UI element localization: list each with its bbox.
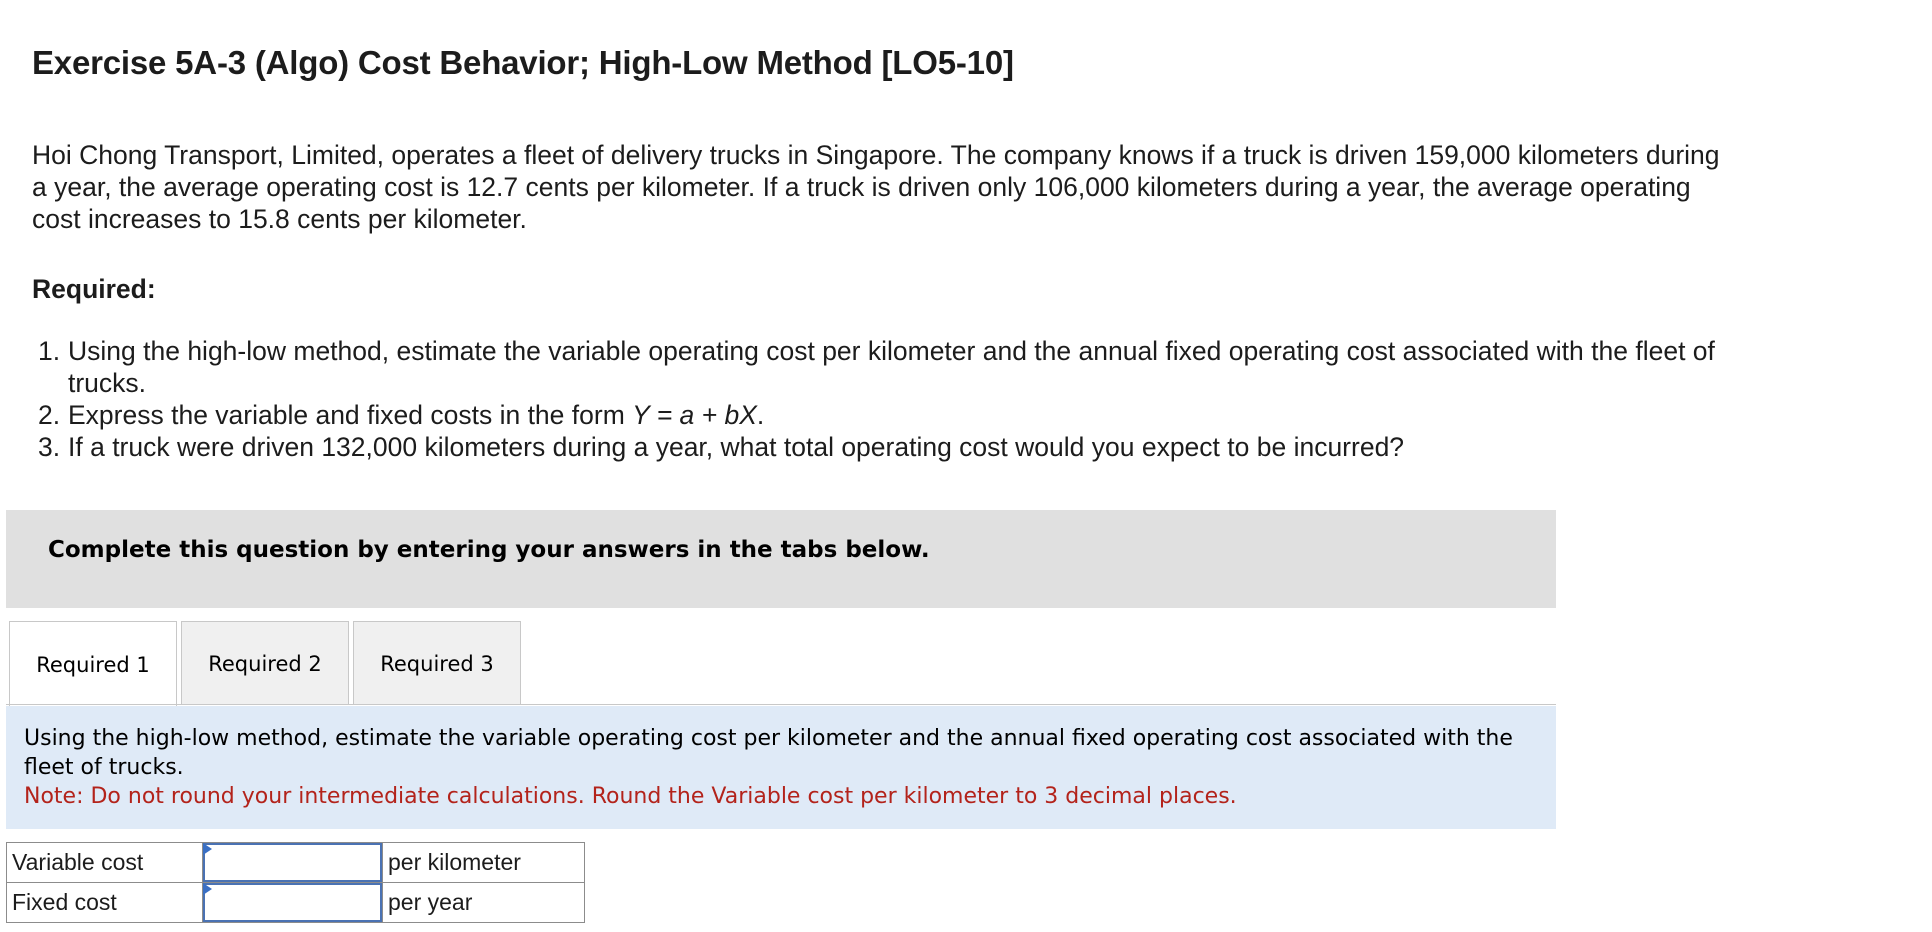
requirement-text: Express the variable and fixed costs in the form (68, 400, 633, 430)
tab-required-2[interactable] (181, 621, 349, 705)
requirement-number: 1. (38, 336, 61, 366)
fixed-cost-input[interactable] (203, 883, 382, 922)
requirement-text: Using the high-low method, estimate the variable operating cost per kilometer and the annual fixed operating cost associated with the fleet of trucks. (68, 336, 1715, 398)
row-unit: per year (383, 883, 585, 923)
tab-required-1[interactable] (9, 621, 177, 707)
requirement-item-2 (38, 399, 1758, 431)
variable-cost-cell (203, 843, 383, 883)
requirement-item-3 (38, 431, 1758, 463)
requirement-item-1 (38, 335, 1758, 399)
tab-label: Required 2 (208, 651, 322, 676)
requirement-text: If a truck were driven 132,000 kilometers during a year, what total operating cost would you expect to be incurred? (68, 432, 1405, 462)
table-row-fixed-cost (7, 883, 585, 923)
requirement-formula: Y = a + bX (632, 400, 757, 430)
row-label: Fixed cost (7, 883, 203, 923)
tab-required-3[interactable] (353, 621, 521, 705)
requirements-list (38, 335, 1758, 463)
required-heading: Required: (32, 274, 156, 304)
problem-intro: Hoi Chong Transport, Limited, operates a fleet of delivery trucks in Singapore. The company knows if a truck is driven 159,000 kilometers during a year, the average operating cost is 12.7 cents per kilometer. If a truck is driven only 106,000 kilometers during a year, the average operating cost increases to 15.8 cents per kilometer. (32, 140, 1720, 234)
instruction-banner (6, 510, 1556, 608)
row-label: Variable cost (7, 843, 203, 883)
page-title: Exercise 5A-3 (Algo) Cost Behavior; High-Low Method [LO5-10] (32, 44, 1014, 81)
requirement-number: 3. (38, 432, 61, 462)
fixed-cost-cell (203, 883, 383, 923)
question-note: Note: Do not round your intermediate calculations. Round the Variable cost per kilometer to 3 decimal places. (24, 784, 1237, 809)
tab-label: Required 1 (36, 652, 150, 677)
question-text: Using the high-low method, estimate the variable operating cost per kilometer and the annual fixed operating cost associated with the fleet of trucks. (24, 726, 1513, 780)
tab-divider (6, 704, 1556, 705)
answer-table (6, 842, 585, 923)
instruction-text: Complete this question by entering your answers in the tabs below. (48, 537, 930, 563)
row-unit: per kilometer (383, 843, 585, 883)
variable-cost-input[interactable] (203, 843, 382, 882)
tab-label: Required 3 (380, 651, 494, 676)
requirement-number: 2. (38, 400, 61, 430)
question-panel (6, 706, 1556, 829)
table-row-variable-cost (7, 843, 585, 883)
requirement-text-end: . (756, 400, 765, 430)
